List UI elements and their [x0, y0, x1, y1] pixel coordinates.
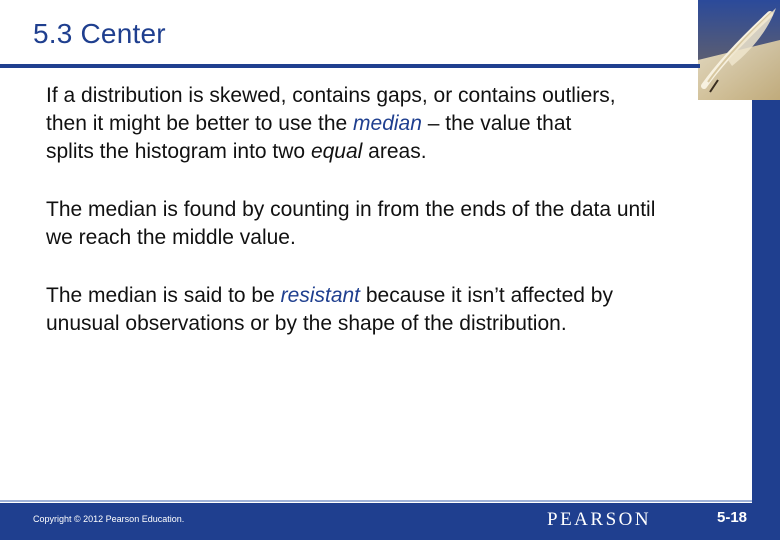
p1-text-4: splits the histogram into two [46, 140, 311, 163]
paragraph-finding-median [46, 196, 746, 252]
term-equal: equal [310, 140, 363, 163]
p3-line-2: unusual observations or by the shape of the distribution. [46, 312, 567, 335]
p1-text-3: – the value that [421, 112, 572, 135]
pearson-logo: PEARSON [547, 509, 652, 530]
p1-text-1: If a distribution is skewed, contains gaps, or contains outliers, [46, 84, 616, 107]
term-median: median [353, 112, 422, 135]
p3-text-2: because it isn’t affected by [360, 284, 613, 307]
title-underline-rule [0, 64, 700, 68]
term-resistant: resistant [280, 284, 361, 307]
p2-line-1: The median is found by counting in from the ends of the data until [46, 198, 656, 221]
paragraph-resistant [46, 282, 746, 338]
p1-text-5: areas. [362, 140, 427, 163]
p3-text-1: The median is said to be [46, 284, 281, 307]
slide-title: 5.3 Center [33, 18, 166, 49]
p1-text-2: then it might be better to use the [46, 112, 354, 135]
p2-line-2: we reach the middle value. [46, 226, 296, 249]
paragraph-median-definition [46, 82, 746, 166]
footer-divider [0, 500, 752, 502]
slide-number: 5-18 [717, 509, 748, 526]
copyright-text: Copyright © 2012 Pearson Education. [33, 514, 185, 524]
